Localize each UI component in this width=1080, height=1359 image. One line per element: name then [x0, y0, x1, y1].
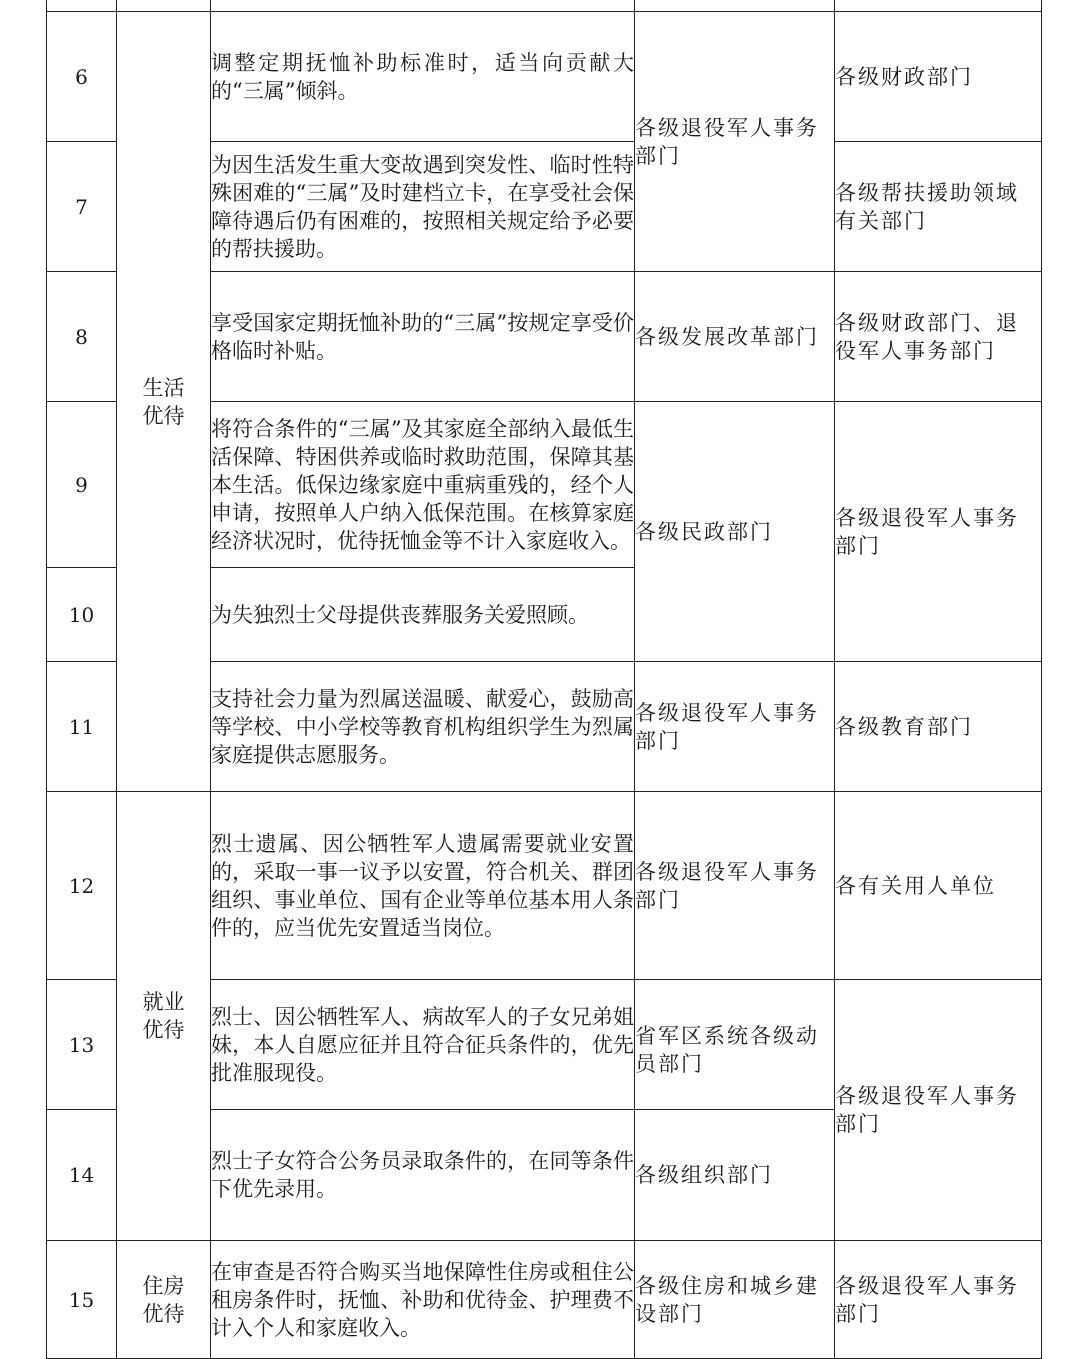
measure-text: 为失独烈士父母提供丧葬服务关爱照顾。	[211, 568, 635, 662]
row-number: 7	[47, 142, 117, 272]
policy-table	[46, 0, 1042, 1359]
category-cell	[117, 792, 211, 1241]
measure-text: 享受国家定期抚恤补助的“三属”按规定享受价格临时补贴。	[211, 272, 635, 402]
row-number: 14	[47, 1110, 117, 1241]
table-row	[47, 12, 1042, 142]
lead-department: 各级组织部门	[635, 1110, 835, 1241]
cell-empty	[635, 0, 835, 12]
measure-text: 支持社会力量为烈属送温暖、献爱心，鼓励高等学校、中小学校等教育机构组织学生为烈属家庭提供志愿服务。	[211, 662, 635, 792]
row-number: 6	[47, 12, 117, 142]
row-number: 13	[47, 980, 117, 1110]
measure-text: 在审查是否符合购买当地保障性住房或租住公租房条件时，抚恤、补助和优待金、护理费不计入个人和家庭收入。	[211, 1241, 635, 1359]
cell-empty	[211, 0, 635, 12]
lead-department: 各级退役军人事务部门	[635, 792, 835, 980]
responsible-department: 各级财政部门	[835, 12, 1042, 142]
lead-department: 各级民政部门	[635, 402, 835, 662]
measure-text: 调整定期抚恤补助标准时，适当向贡献大的“三属”倾斜。	[211, 12, 635, 142]
responsible-department: 各有关用人单位	[835, 792, 1042, 980]
category-label: 住房优待	[142, 1273, 185, 1326]
table-row	[47, 792, 1042, 980]
responsible-department: 各级帮扶援助领域有关部门	[835, 142, 1042, 272]
measure-text: 烈士遗属、因公牺牲军人遗属需要就业安置的，采取一事一议予以安置，符合机关、群团组织、事业单位、国有企业等单位基本用人条件的，应当优先安置适当岗位。	[211, 792, 635, 980]
row-number: 9	[47, 402, 117, 568]
cell-empty	[117, 0, 211, 12]
category-label: 生活优待	[142, 375, 185, 428]
cell-empty	[47, 0, 117, 12]
row-number: 12	[47, 792, 117, 980]
lead-department: 省军区系统各级动员部门	[635, 1023, 819, 1076]
lead-department: 各级退役军人事务部门	[635, 12, 835, 272]
measure-text: 为因生活发生重大变故遇到突发性、临时性特殊困难的“三属”及时建档立卡，在享受社会保障待遇后仍有困难的，按照相关规定给予必要的帮扶援助。	[211, 142, 635, 272]
lead-department: 各级发展改革部门	[635, 272, 835, 402]
responsible-department: 各级财政部门、退役军人事务部门	[835, 272, 1042, 402]
table-row	[47, 1241, 1042, 1359]
measure-text: 将符合条件的“三属”及其家庭全部纳入最低生活保障、特困供养或临时救助范围，保障其基本生活。低保边缘家庭中重病重残的，经个人申请，按照单人户纳入低保范围。在核算家庭经济状况时，优待抚恤金等不计入家庭收入。	[211, 402, 635, 568]
row-number: 10	[47, 568, 117, 662]
measure-text: 烈士子女符合公务员录取条件的，在同等条件下优先录用。	[211, 1110, 635, 1241]
category-label: 就业优待	[142, 990, 185, 1042]
lead-department: 各级住房和城乡建设部门	[635, 1241, 835, 1359]
row-number: 8	[47, 272, 117, 402]
row-number: 15	[47, 1241, 117, 1359]
lead-department: 各级退役军人事务部门	[635, 662, 835, 792]
responsible-department: 各级退役军人事务部门	[835, 402, 1042, 662]
responsible-department: 各级教育部门	[835, 662, 1042, 792]
measure-text: 烈士、因公牺牲军人、病故军人的子女兄弟姐妹，本人自愿应征并且符合征兵条件的，优先批准服现役。	[211, 980, 635, 1110]
category-cell	[117, 1241, 211, 1359]
category-cell	[117, 12, 211, 792]
cell-empty	[835, 0, 1042, 12]
table-row-top-cut	[47, 0, 1042, 12]
responsible-department: 各级退役军人事务部门	[835, 1241, 1042, 1359]
responsible-department: 各级退役军人事务部门	[835, 980, 1042, 1241]
row-number: 11	[47, 662, 117, 792]
lead-department-cell	[635, 980, 835, 1110]
